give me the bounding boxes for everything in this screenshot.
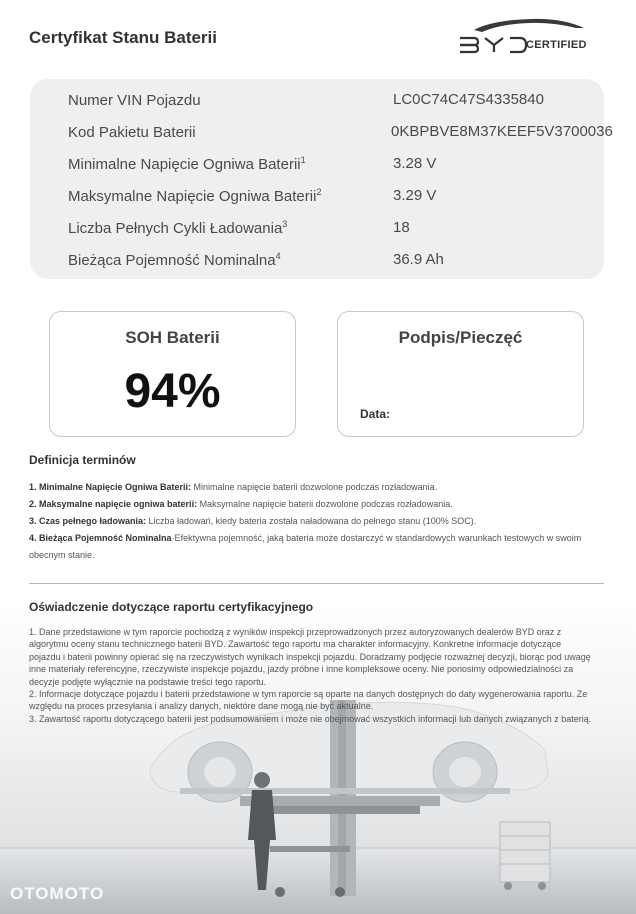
info-label: Numer VIN Pojazdu [68, 92, 201, 109]
declaration-paragraph: 3. Zawartość raportu dotyczącego baterii jest podsumowaniem i może nie obejmować wszystkich informacji lub danych związanych z baterią. [29, 713, 592, 724]
section-divider [29, 583, 604, 584]
info-value: 3.28 V [393, 155, 437, 172]
info-row-min-voltage [68, 155, 598, 179]
otomoto-watermark: OTOMOTO [10, 884, 105, 903]
info-value: 36.9 Ah [393, 251, 444, 268]
info-row-vin [68, 91, 598, 115]
info-row-nominal-capacity [68, 251, 598, 275]
definition-item: 2. Maksymalne napięcie ogniwa baterii: Maksymalne napięcie baterii dozwolone podczas rozładowania. [29, 499, 453, 509]
info-row-max-voltage [68, 187, 598, 211]
info-label: Minimalne Napięcie Ogniwa Baterii$^1$ [68, 155, 306, 173]
declaration-paragraph: 1. Dane przedstawione w tym raporcie pochodzą z wyników inspekcji przeprowadzonych przez autoryzowanych dealerów BYD oraz z algorytmu oceny stanu technicznego baterii BYD. Zawartość tego raportu ma charakter informacyjny. Konkretne informacje dotyczące pojazdu i baterii powinny opierać się na rzeczywistych wynikach inspekcji pojazdu. Doradzamy podjęcie rozważnej decyzji, biorąc pod uwagę inne materiały referencyjne, rzeczywiste inspekcje pojazdu, jazdy próbne i inne kompleksowe oceny. Nie ponosimy odpowiedzialności za decyzje podjęte wyłącznie na podstawie treści tego raportu. [29, 627, 591, 687]
soh-title: SOH Baterii [125, 328, 220, 347]
declaration-title: Oświadczenie dotyczące raportu certyfikacyjnego [29, 600, 314, 614]
signature-card [337, 311, 584, 437]
info-row-battery-code [68, 123, 613, 147]
info-value: 18 [393, 219, 410, 236]
definition-item: 3. Czas pełnego ładowania: Liczba ładowań, kiedy bateria została naładowana do pełnego stanu (100% SOC). [29, 516, 477, 526]
signature-title: Podpis/Pieczęć [398, 328, 523, 347]
certified-label: CERTIFIED [526, 39, 587, 51]
byd-logo [452, 16, 602, 58]
info-value: 0KBPBVE8M37KEEF5V3700036 [391, 123, 613, 140]
page-title: Certyfikat Stanu Baterii [29, 28, 217, 47]
definitions-title: Definicja terminów [29, 453, 136, 467]
soh-card [49, 311, 296, 437]
info-value: 3.29 V [393, 187, 437, 204]
info-row-charge-cycles [68, 219, 598, 243]
info-label: Liczba Pełnych Cykli Ładowania$^3$ [68, 219, 288, 237]
info-value: LC0C74C47S4335840 [393, 91, 544, 108]
definitions-list [29, 479, 607, 564]
date-label: Data: [360, 407, 391, 421]
declaration-text [29, 626, 594, 725]
info-label: Kod Pakietu Baterii [68, 124, 196, 141]
info-label: Maksymalne Napięcie Ogniwa Baterii$^2$ [68, 187, 322, 205]
declaration-paragraph: 2. Informacje dotyczące pojazdu i baterii przedstawione w tym raporcie są oparte na danych dostępnych do daty wygenerowania raportu. Ze względu na proces przesyłania i analizy danych, niektóre dane mogą nie być aktualne. [29, 689, 588, 712]
soh-value: 94% [124, 365, 221, 418]
definition-item: 4. Bieżąca Pojemność Nominalna·Efektywna pojemność, jaką bateria może dostarczyć w standardowych warunkach testowych w swoim obecnym stanie. [29, 533, 582, 560]
info-label: Bieżąca Pojemność Nominalna$^4$ [68, 251, 281, 269]
definition-item: 1. Minimalne Napięcie Ogniwa Baterii: Minimalne napięcie baterii dozwolone podczas rozładowania. [29, 482, 438, 492]
vehicle-info-panel [30, 79, 613, 279]
